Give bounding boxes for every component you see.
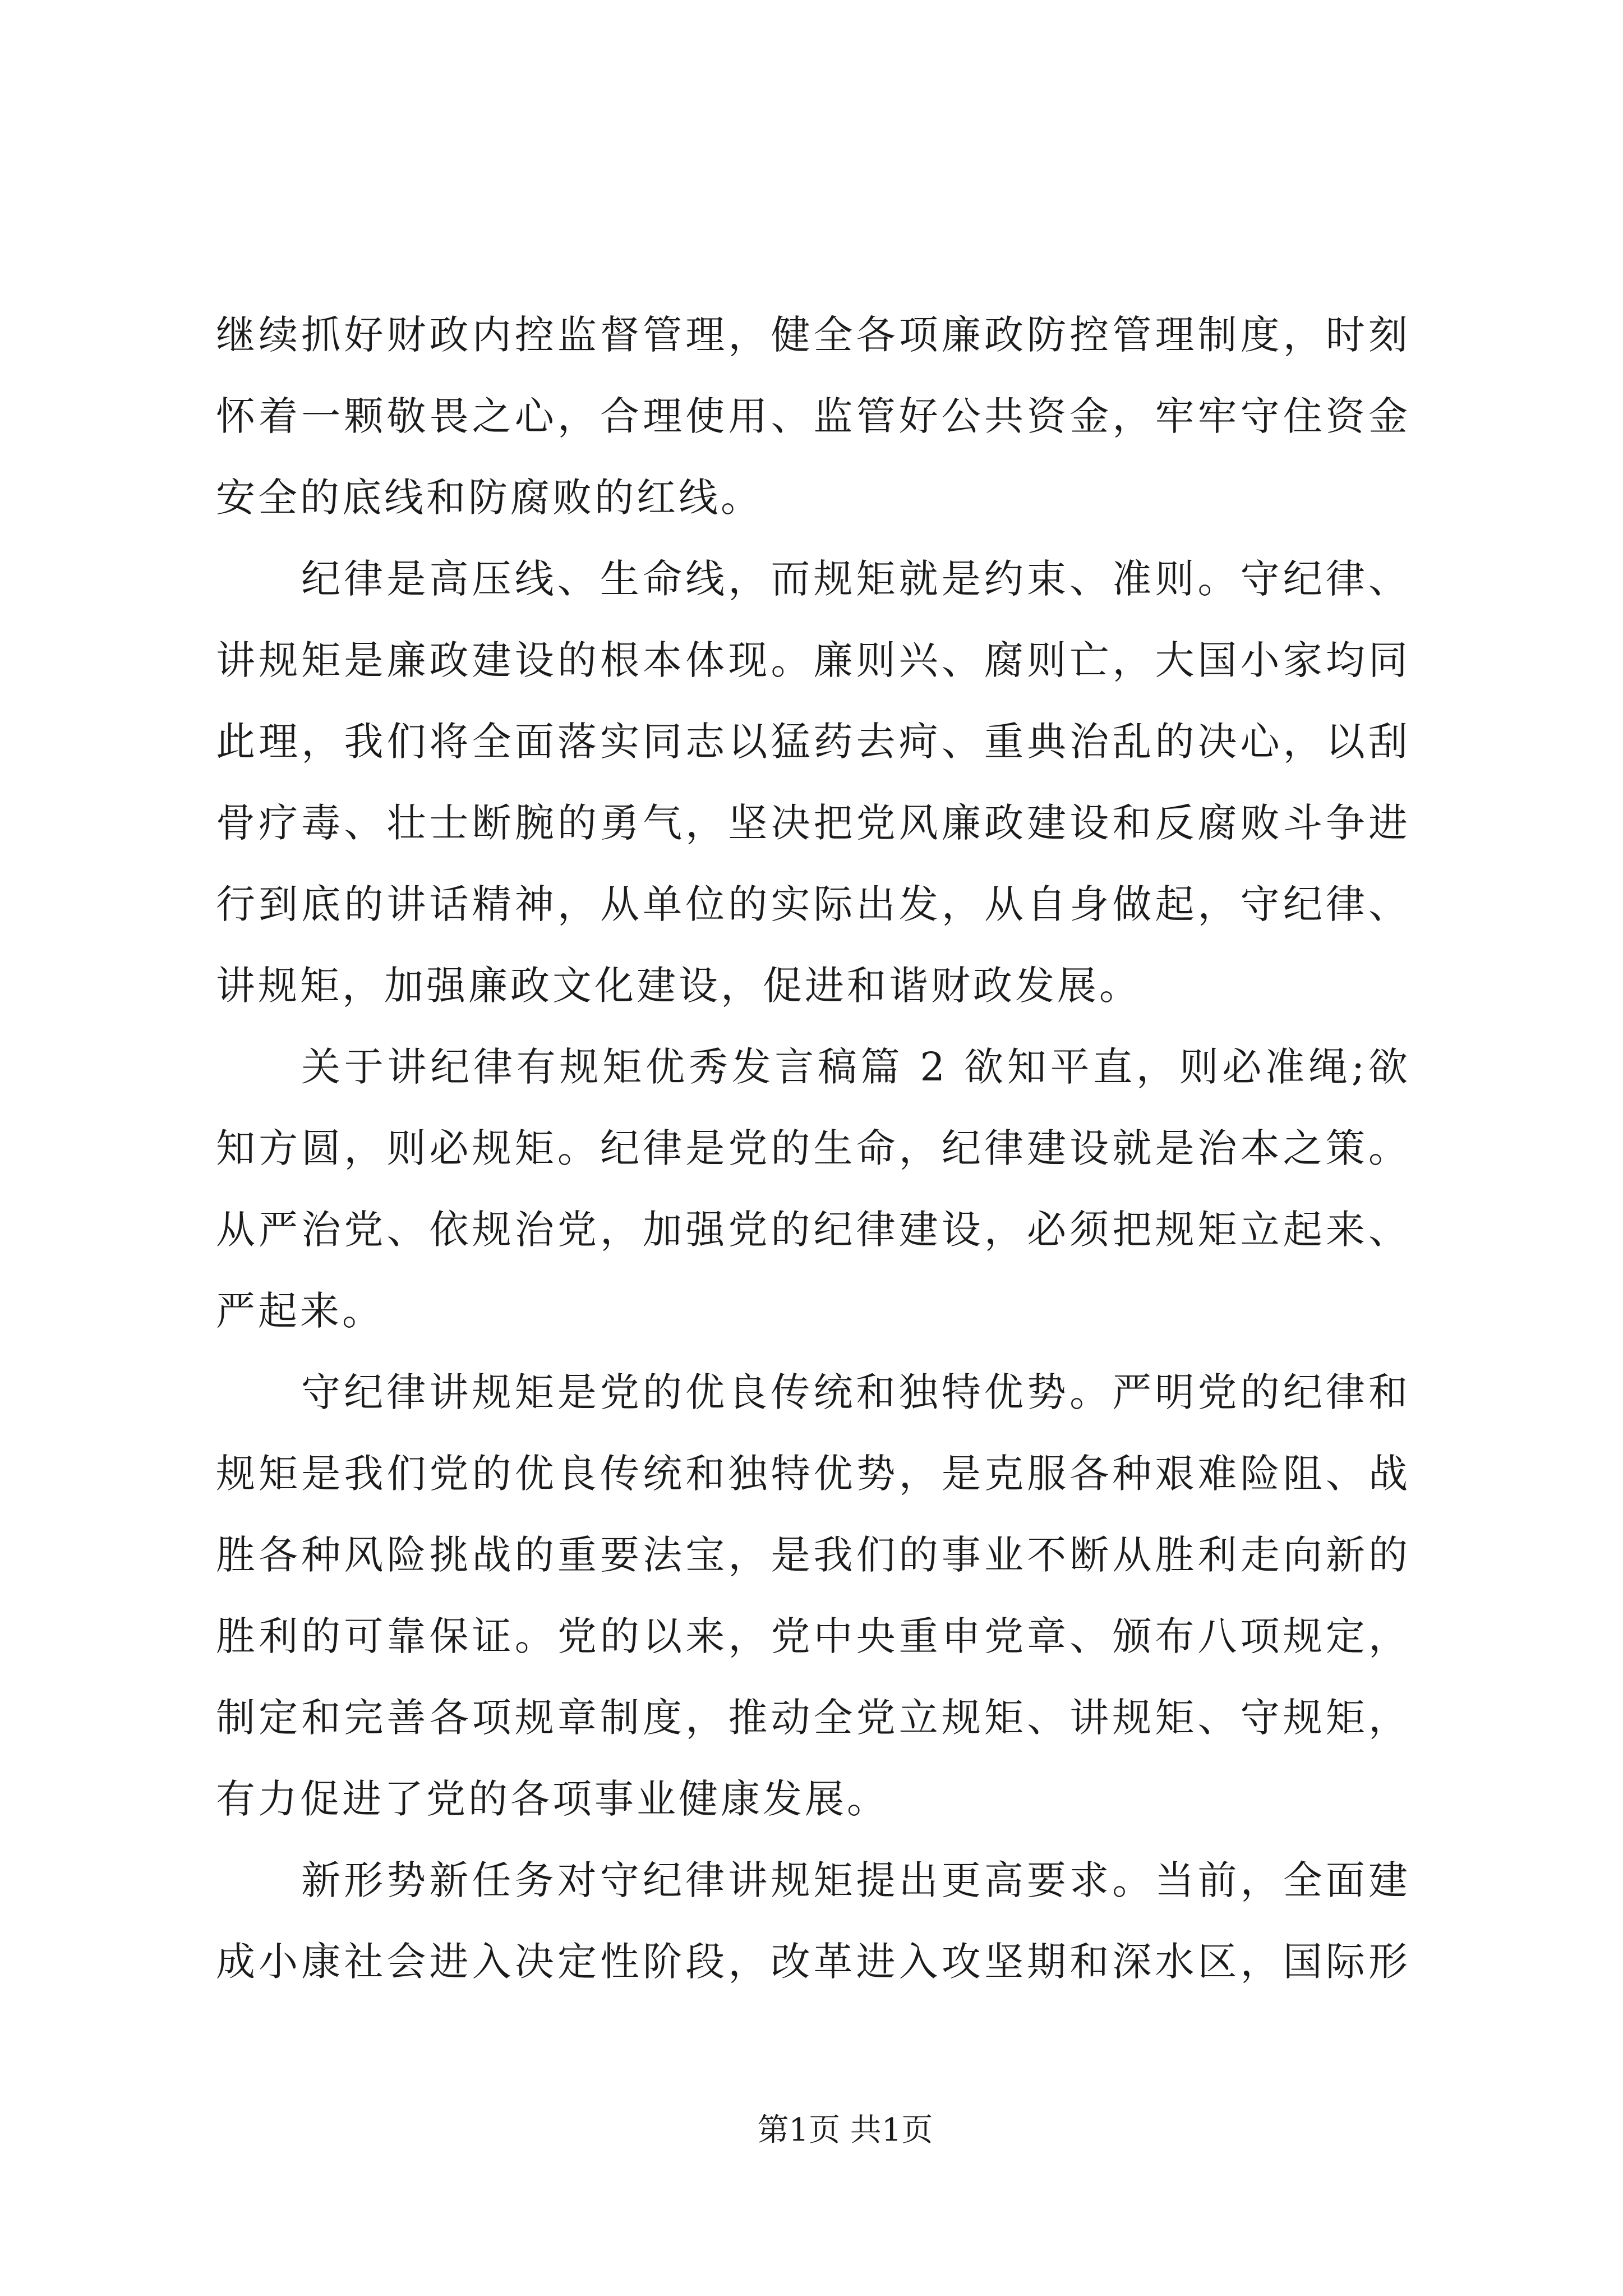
page-number-footer: 第1页 共1页	[757, 2112, 933, 2148]
text-line: 胜各种风险挑战的重要法宝，是我们的事业不断从胜利走向新的	[216, 1532, 1410, 1578]
text-line: 严起来。	[216, 1288, 384, 1334]
text-line: 此理，我们将全面落实同志以猛药去疴、重典治乱的决心，以刮	[216, 719, 1410, 765]
text-line: 守纪律讲规矩是党的优良传统和独特优势。严明党的纪律和	[301, 1369, 1410, 1415]
text-line: 知方圆，则必规矩。纪律是党的生命，纪律建设就是治本之策。	[216, 1125, 1410, 1171]
paragraph	[216, 295, 1410, 539]
text-line: 制定和完善各项规章制度，推动全党立规矩、讲规矩、守规矩，	[216, 1695, 1410, 1741]
paragraph	[216, 1352, 1410, 1840]
text-line: 关于讲纪律有规矩优秀发言稿篇 2 欲知平直，则必准绳;欲	[301, 1044, 1410, 1090]
text-line: 讲规矩是廉政建设的根本体现。廉则兴、腐则亡，大国小家均同	[216, 637, 1410, 683]
text-line: 骨疗毒、壮士断腕的勇气，坚决把党风廉政建设和反腐败斗争进	[216, 800, 1410, 846]
text-line: 规矩是我们党的优良传统和独特优势，是克服各种艰难险阻、战	[216, 1451, 1410, 1497]
text-line: 新形势新任务对守纪律讲规矩提出更高要求。当前，全面建	[301, 1857, 1410, 1903]
text-line: 成小康社会进入决定性阶段，改革进入攻坚期和深水区，国际形	[216, 1939, 1410, 1985]
text-line: 行到底的讲话精神，从单位的实际出发，从自身做起，守纪律、	[216, 881, 1410, 927]
text-line: 讲规矩，加强廉政文化建设，促进和谐财政发展。	[216, 963, 1141, 1009]
paragraph	[216, 1840, 1410, 2003]
text-line: 从严治党、依规治党，加强党的纪律建设，必须把规矩立起来、	[216, 1207, 1410, 1253]
text-line: 安全的底线和防腐败的红线。	[216, 475, 763, 521]
text-line: 有力促进了党的各项事业健康发展。	[216, 1776, 889, 1822]
text-line: 胜利的可靠保证。党的以来，党中央重申党章、颁布八项规定，	[216, 1613, 1410, 1659]
text-line: 怀着一颗敬畏之心，合理使用、监管好公共资金，牢牢守住资金	[216, 393, 1410, 439]
text-line: 纪律是高压线、生命线，而规矩就是约束、准则。守纪律、	[301, 556, 1410, 602]
paragraph	[216, 1027, 1410, 1352]
paragraph	[216, 539, 1410, 1027]
text-line: 继续抓好财政内控监督管理，健全各项廉政防控管理制度，时刻	[216, 312, 1410, 358]
document-body	[216, 295, 1410, 2003]
